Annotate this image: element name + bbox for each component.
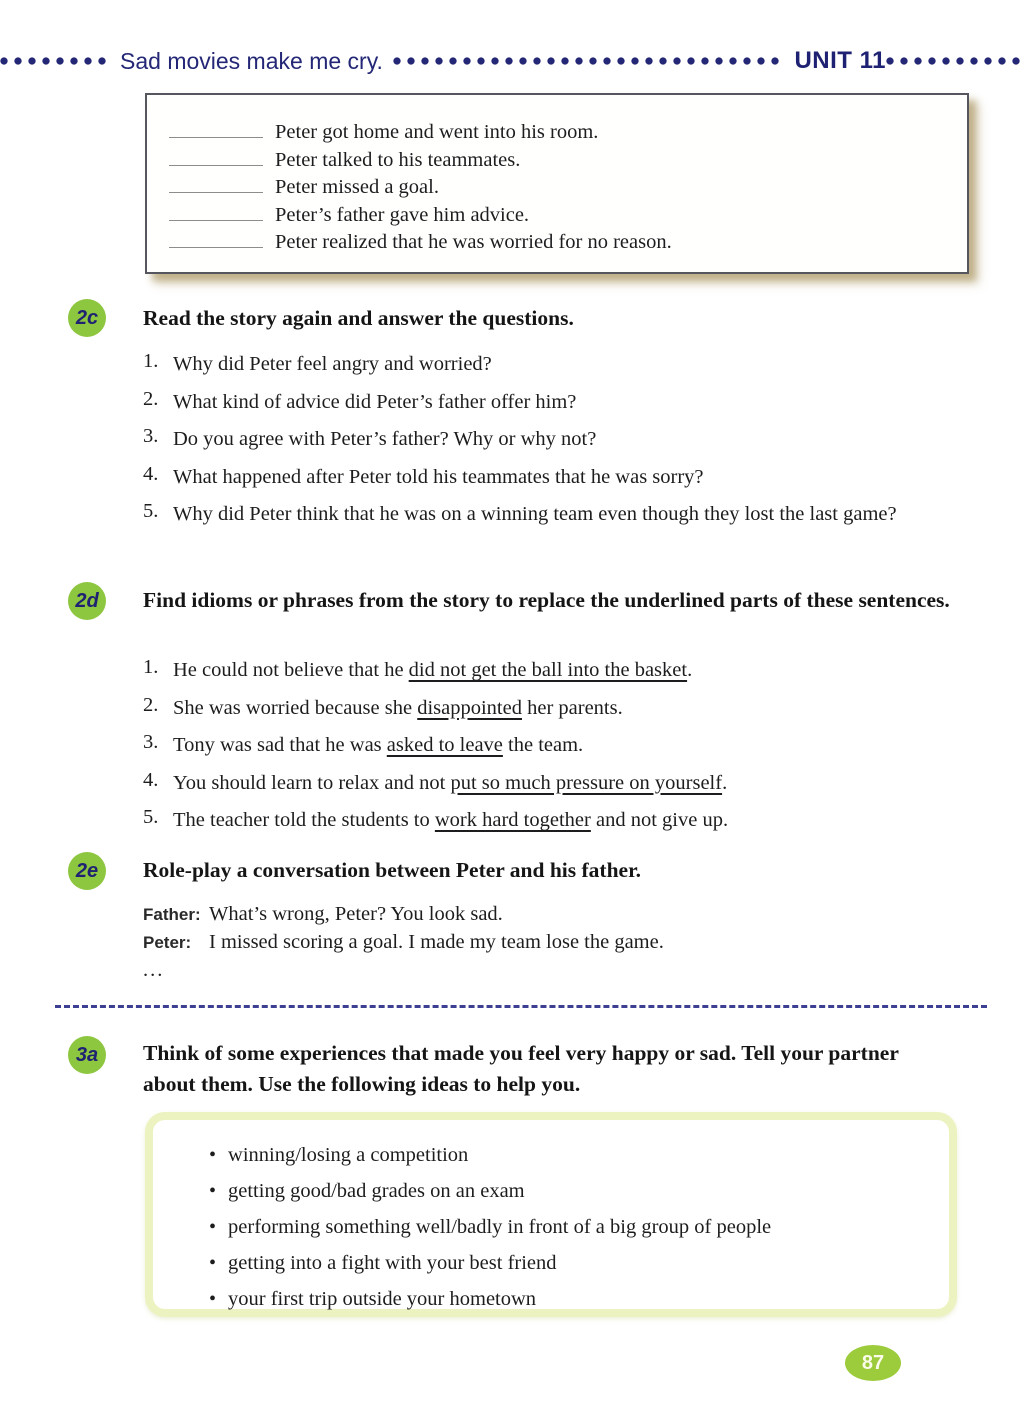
sentence-item (143, 694, 963, 723)
dashed-divider (55, 1005, 987, 1008)
question-item (143, 425, 943, 454)
sentence-post: the team. (502, 734, 584, 756)
question-text: What happened after Peter told his teammates that he was sorry? (173, 465, 704, 488)
sentence-pre: She was worried because she (173, 696, 418, 719)
idea-item (209, 1216, 949, 1239)
section-title-2d: Find idioms or phrases from the story to replace the underlined parts of these sentences. (143, 588, 950, 612)
question-text: Why did Peter feel angry and worried? (173, 353, 492, 375)
answer-blank[interactable] (169, 147, 263, 166)
sentence-post: . (722, 771, 728, 794)
sentence-text (173, 806, 728, 835)
answer-blank[interactable] (169, 202, 263, 221)
dialogue-2e (143, 903, 943, 982)
sentence-text (173, 731, 583, 760)
sentence-pre: You should learn to relax and not (173, 771, 451, 794)
idea-item (209, 1288, 949, 1311)
page-header (0, 46, 1024, 76)
dialogue-row (143, 903, 943, 926)
underlined-phrase: did not get the ball into the basket (408, 659, 688, 681)
sentence-pre: He could not believe that he (173, 659, 409, 681)
question-item (143, 463, 943, 492)
answer-blank[interactable] (169, 119, 263, 138)
idea-item (209, 1180, 949, 1203)
sentence-number: 2. (143, 693, 159, 716)
sentence-number: 3. (143, 731, 159, 753)
sentence-post: . (687, 659, 693, 681)
question-item (143, 388, 943, 417)
sentence-number: 5. (143, 806, 159, 828)
sentence-post: and not give up. (590, 809, 729, 831)
sentence-pre: The teacher told the students to (173, 809, 435, 831)
sequence-sentence: Peter missed a goal. (275, 176, 439, 198)
section-badge-2c: 2c (68, 299, 106, 337)
sequence-sentence: Peter got home and went into his room. (275, 121, 599, 143)
section-title-2e: Role-play a conversation between Peter and his father. (143, 858, 642, 882)
sentence-text (173, 656, 692, 685)
sentence-text (173, 694, 623, 723)
question-item (143, 350, 943, 379)
sequence-sentence: Peter realized that he was worried for no reason. (275, 231, 672, 253)
question-number: 5. (143, 500, 159, 522)
section-title-2c: Read the story again and answer the questions. (143, 306, 574, 330)
question-number: 1. (143, 350, 159, 372)
dialogue-row (143, 931, 943, 954)
question-text: Why did Peter think that he was on a winning team even though they lost the last game? (173, 503, 897, 525)
dotted-rule-left (0, 57, 112, 65)
sequence-row (147, 119, 967, 147)
section-badge-2e: 2e (68, 852, 106, 890)
question-text: What kind of advice did Peter’s father offer him? (173, 390, 577, 413)
speaker-label: Father: (143, 905, 201, 924)
unit-number: UNIT 11 (794, 47, 886, 74)
sequence-row (147, 202, 967, 230)
idea-text: your first trip outside your hometown (228, 1288, 537, 1310)
idea-item (209, 1252, 949, 1275)
sequence-row (147, 229, 967, 257)
sentence-item (143, 769, 963, 798)
idea-item (209, 1144, 949, 1167)
section-badge-2d: 2d (68, 582, 106, 620)
idea-text: winning/losing a competition (228, 1144, 469, 1166)
bullet-icon: • (209, 1180, 217, 1202)
underlined-phrase: asked to leave (386, 734, 503, 756)
answer-blank[interactable] (169, 174, 263, 193)
dotted-rule-middle (393, 57, 785, 65)
question-number: 3. (143, 425, 159, 447)
unit-subtitle: Sad movies make me cry. (120, 47, 383, 74)
idea-text: getting good/bad grades on an exam (228, 1180, 525, 1202)
sequence-row (147, 147, 967, 175)
bullet-icon: • (209, 1252, 217, 1274)
sentence-item (143, 731, 963, 760)
sentence-text (173, 769, 727, 798)
question-item (143, 500, 943, 529)
sequence-row (147, 174, 967, 202)
questions-list-2c (143, 350, 943, 538)
section-title-3a: Think of some experiences that made you feel very happy or sad. Tell your partner about them. Use the following ideas to help you. (143, 1041, 899, 1096)
sequence-order-box (145, 93, 969, 274)
idea-text: performing something well/badly in front of a big group of people (228, 1216, 772, 1238)
sentence-pre: Tony was sad that he was (173, 734, 387, 756)
underlined-phrase: put so much pressure on yourself (450, 771, 723, 794)
dialogue-line: I missed scoring a goal. I made my team lose the game. (209, 931, 664, 953)
section-badge-3a: 3a (68, 1036, 106, 1074)
bullet-icon: • (209, 1288, 217, 1310)
sentence-number: 4. (143, 768, 159, 791)
bullet-icon: • (209, 1144, 217, 1166)
question-number: 2. (143, 387, 159, 410)
sequence-sentence: Peter talked to his teammates. (275, 148, 521, 171)
sentence-list-2d (143, 656, 963, 844)
dialogue-line: What’s wrong, Peter? You look sad. (209, 903, 503, 925)
ideas-box (145, 1112, 957, 1317)
underlined-phrase: disappointed (417, 696, 522, 719)
dialogue-ellipsis: ... (143, 959, 165, 981)
speaker-label: Peter: (143, 933, 192, 952)
sentence-item (143, 656, 963, 685)
page-number-badge: 87 (845, 1345, 901, 1381)
question-text: Do you agree with Peter’s father? Why or why not? (173, 428, 597, 450)
sentence-item (143, 806, 963, 835)
sentence-number: 1. (143, 656, 159, 678)
underlined-phrase: work hard together (434, 809, 591, 831)
idea-text: getting into a fight with your best friend (228, 1252, 557, 1274)
sequence-sentence: Peter’s father gave him advice. (275, 203, 530, 226)
answer-blank[interactable] (169, 229, 263, 248)
dotted-rule-right (886, 57, 1024, 65)
sentence-post: her parents. (521, 696, 623, 719)
question-number: 4. (143, 462, 159, 485)
bullet-icon: • (209, 1216, 217, 1238)
